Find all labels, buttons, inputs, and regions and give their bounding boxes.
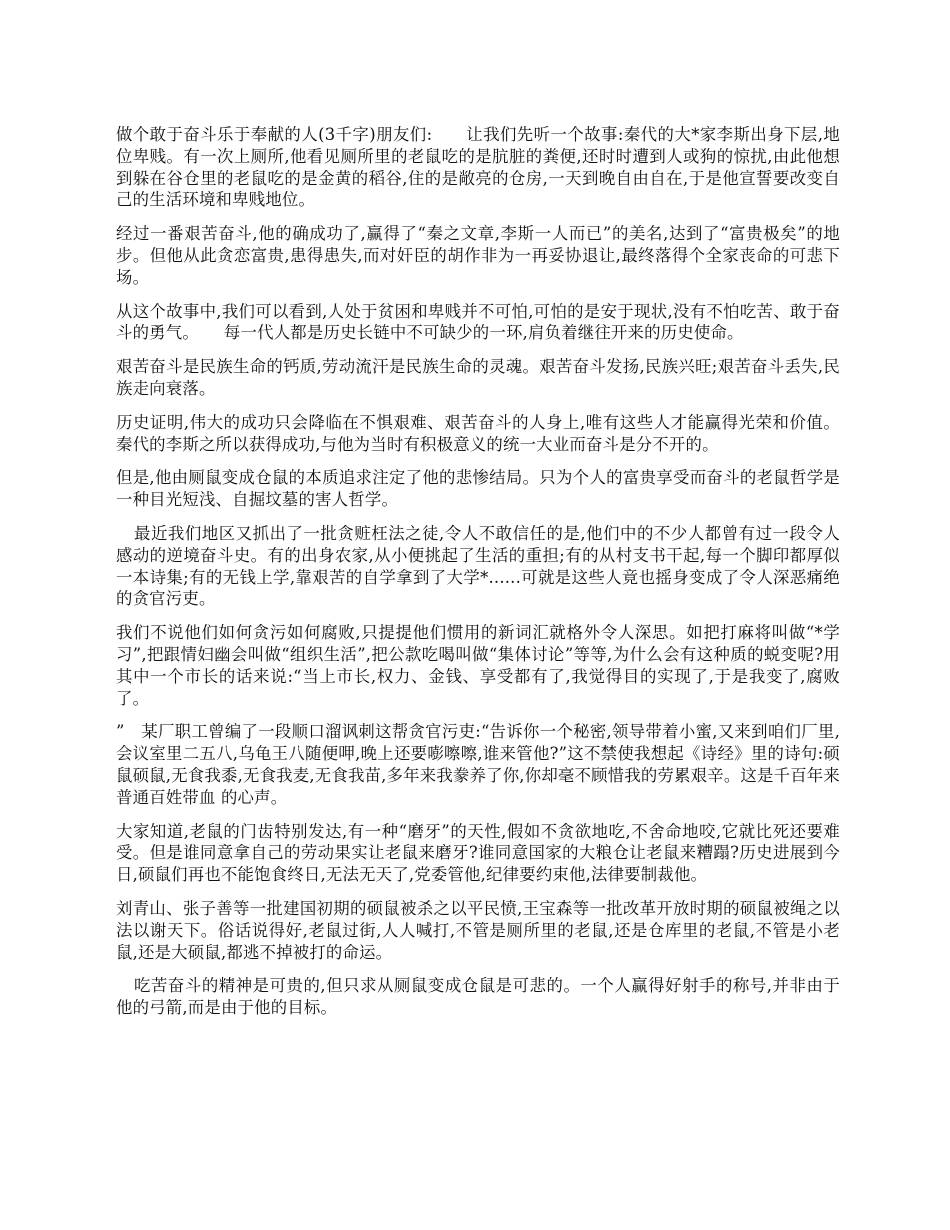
paragraph-7: 最近我们地区又抓出了一批贪赃枉法之徒,令人不敢信任的是,他们中的不少人都曾有过一段令人感动的逆境奋斗史。有的出身农家,从小便挑起了生活的重担;有的从村支书干起,每一个脚印都厚似一本诗集;有的无钱上学,靠艰苦的自学拿到了大学*......可就是这些人竟也摇身变成了令人深恶痛绝的贪官污吏。 (116, 523, 840, 609)
paragraph-9: ” 某厂职工曾编了一段顺口溜讽刺这帮贪官污吏:“告诉你一个秘密,领导带着小蜜,又来到咱们厂里,会议室里二五八,乌龟王八随便呷,晚上还要嘭嚓嚓,谁来管他?”这不禁使我想起《诗经》里的诗句:硕鼠硕鼠,无食我黍,无食我麦,无食我苗,多年来我豢养了你,你却毫不顾惜我的劳累艰辛。这是千百年来普通百姓带血 的心声。 (116, 722, 840, 807)
paragraph-4: 艰苦奋斗是民族生命的钙质,劳动流汗是民族生命的灵魂。艰苦奋斗发扬,民族兴旺;艰苦奋斗丢失,民族走向衰落。 (116, 357, 840, 398)
paragraph-11: 刘青山、张子善等一批建国初期的硕鼠被杀之以平民愤,王宝森等一批改革开放时期的硕鼠被绳之以法以谢天下。俗话说得好,老鼠过街,人人喊打,不管是厕所里的老鼠,还是仓库里的老鼠,不管是小老鼠,还是大硕鼠,都逃不掉被打的命运。 (116, 898, 840, 962)
paragraph-3: 从这个故事中,我们可以看到,人处于贫困和卑贱并不可怕,可怕的是安于现状,没有不怕吃苦、敢于奋斗的勇气。 每一代人都是历史长链中不可缺少的一环,肩负着继往开来的历史使命。 (116, 301, 840, 343)
paragraph-1: 做个敢于奋斗乐于奉献的人(3千字)朋友们: 让我们先听一个故事:秦代的大*家李斯出身下层,地位卑贱。有一次上厕所,他看见厕所里的老鼠吃的是肮脏的粪便,还时时遭到人或狗的惊扰,由此他想到躲在谷仓里的老鼠吃的是金黄的稻谷,住的是敞亮的仓房,一天到晚自由自在,于是他宣誓要改变自己的生活环境和卑贱地位。 (116, 125, 840, 210)
paragraph-5: 历史证明,伟大的成功只会降临在不惧艰难、艰苦奋斗的人身上,唯有这些人才能赢得光荣和价值。秦代的李斯之所以获得成功,与他为当时有积极意义的统一大业而奋斗是分不开的。 (116, 412, 840, 454)
paragraph-6: 但是,他由厕鼠变成仓鼠的本质追求注定了他的悲惨结局。只为个人的富贵享受而奋斗的老鼠哲学是一种目光短浅、自掘坟墓的害人哲学。 (116, 468, 840, 510)
paragraph-10: 大家知道,老鼠的门齿特别发达,有一种“磨牙”的天性,假如不贪欲地吃,不舍命地咬,它就比死还要难受。但是谁同意拿自己的劳动果实让老鼠来磨牙?谁同意国家的大粮仓让老鼠来糟蹋?历史进展到今日,硕鼠们再也不能饱食终日,无法无天了,党委管他,纪律要约束他,法律要制裁他。 (116, 821, 840, 885)
paragraph-8: 我们不说他们如何贪污如何腐败,只提提他们惯用的新词汇就格外令人深思。如把打麻将叫做“*学习”,把跟情妇幽会叫做“组织生活”,把公款吃喝叫做“集体讨论”等等,为什么会有这种质的蜕变呢?用其中一个市长的话来说:“当上市长,权力、金钱、享受都有了,我觉得目的实现了,于是我变了,腐败了。 (116, 623, 840, 708)
document-body (116, 124, 840, 1031)
paragraph-12: 吃苦奋斗的精神是可贵的,但只求从厕鼠变成仓鼠是可悲的。一个人赢得好射手的称号,并非由于他的弓箭,而是由于他的目标。 (116, 976, 840, 1018)
paragraph-2: 经过一番艰苦奋斗,他的确成功了,赢得了“秦之文章,李斯一人而已”的美名,达到了“富贵极矣”的地步。但他从此贪恋富贵,患得患失,而对奸臣的胡作非为一再妥协退让,最终落得个全家丧命的可悲下场。 (116, 224, 840, 287)
